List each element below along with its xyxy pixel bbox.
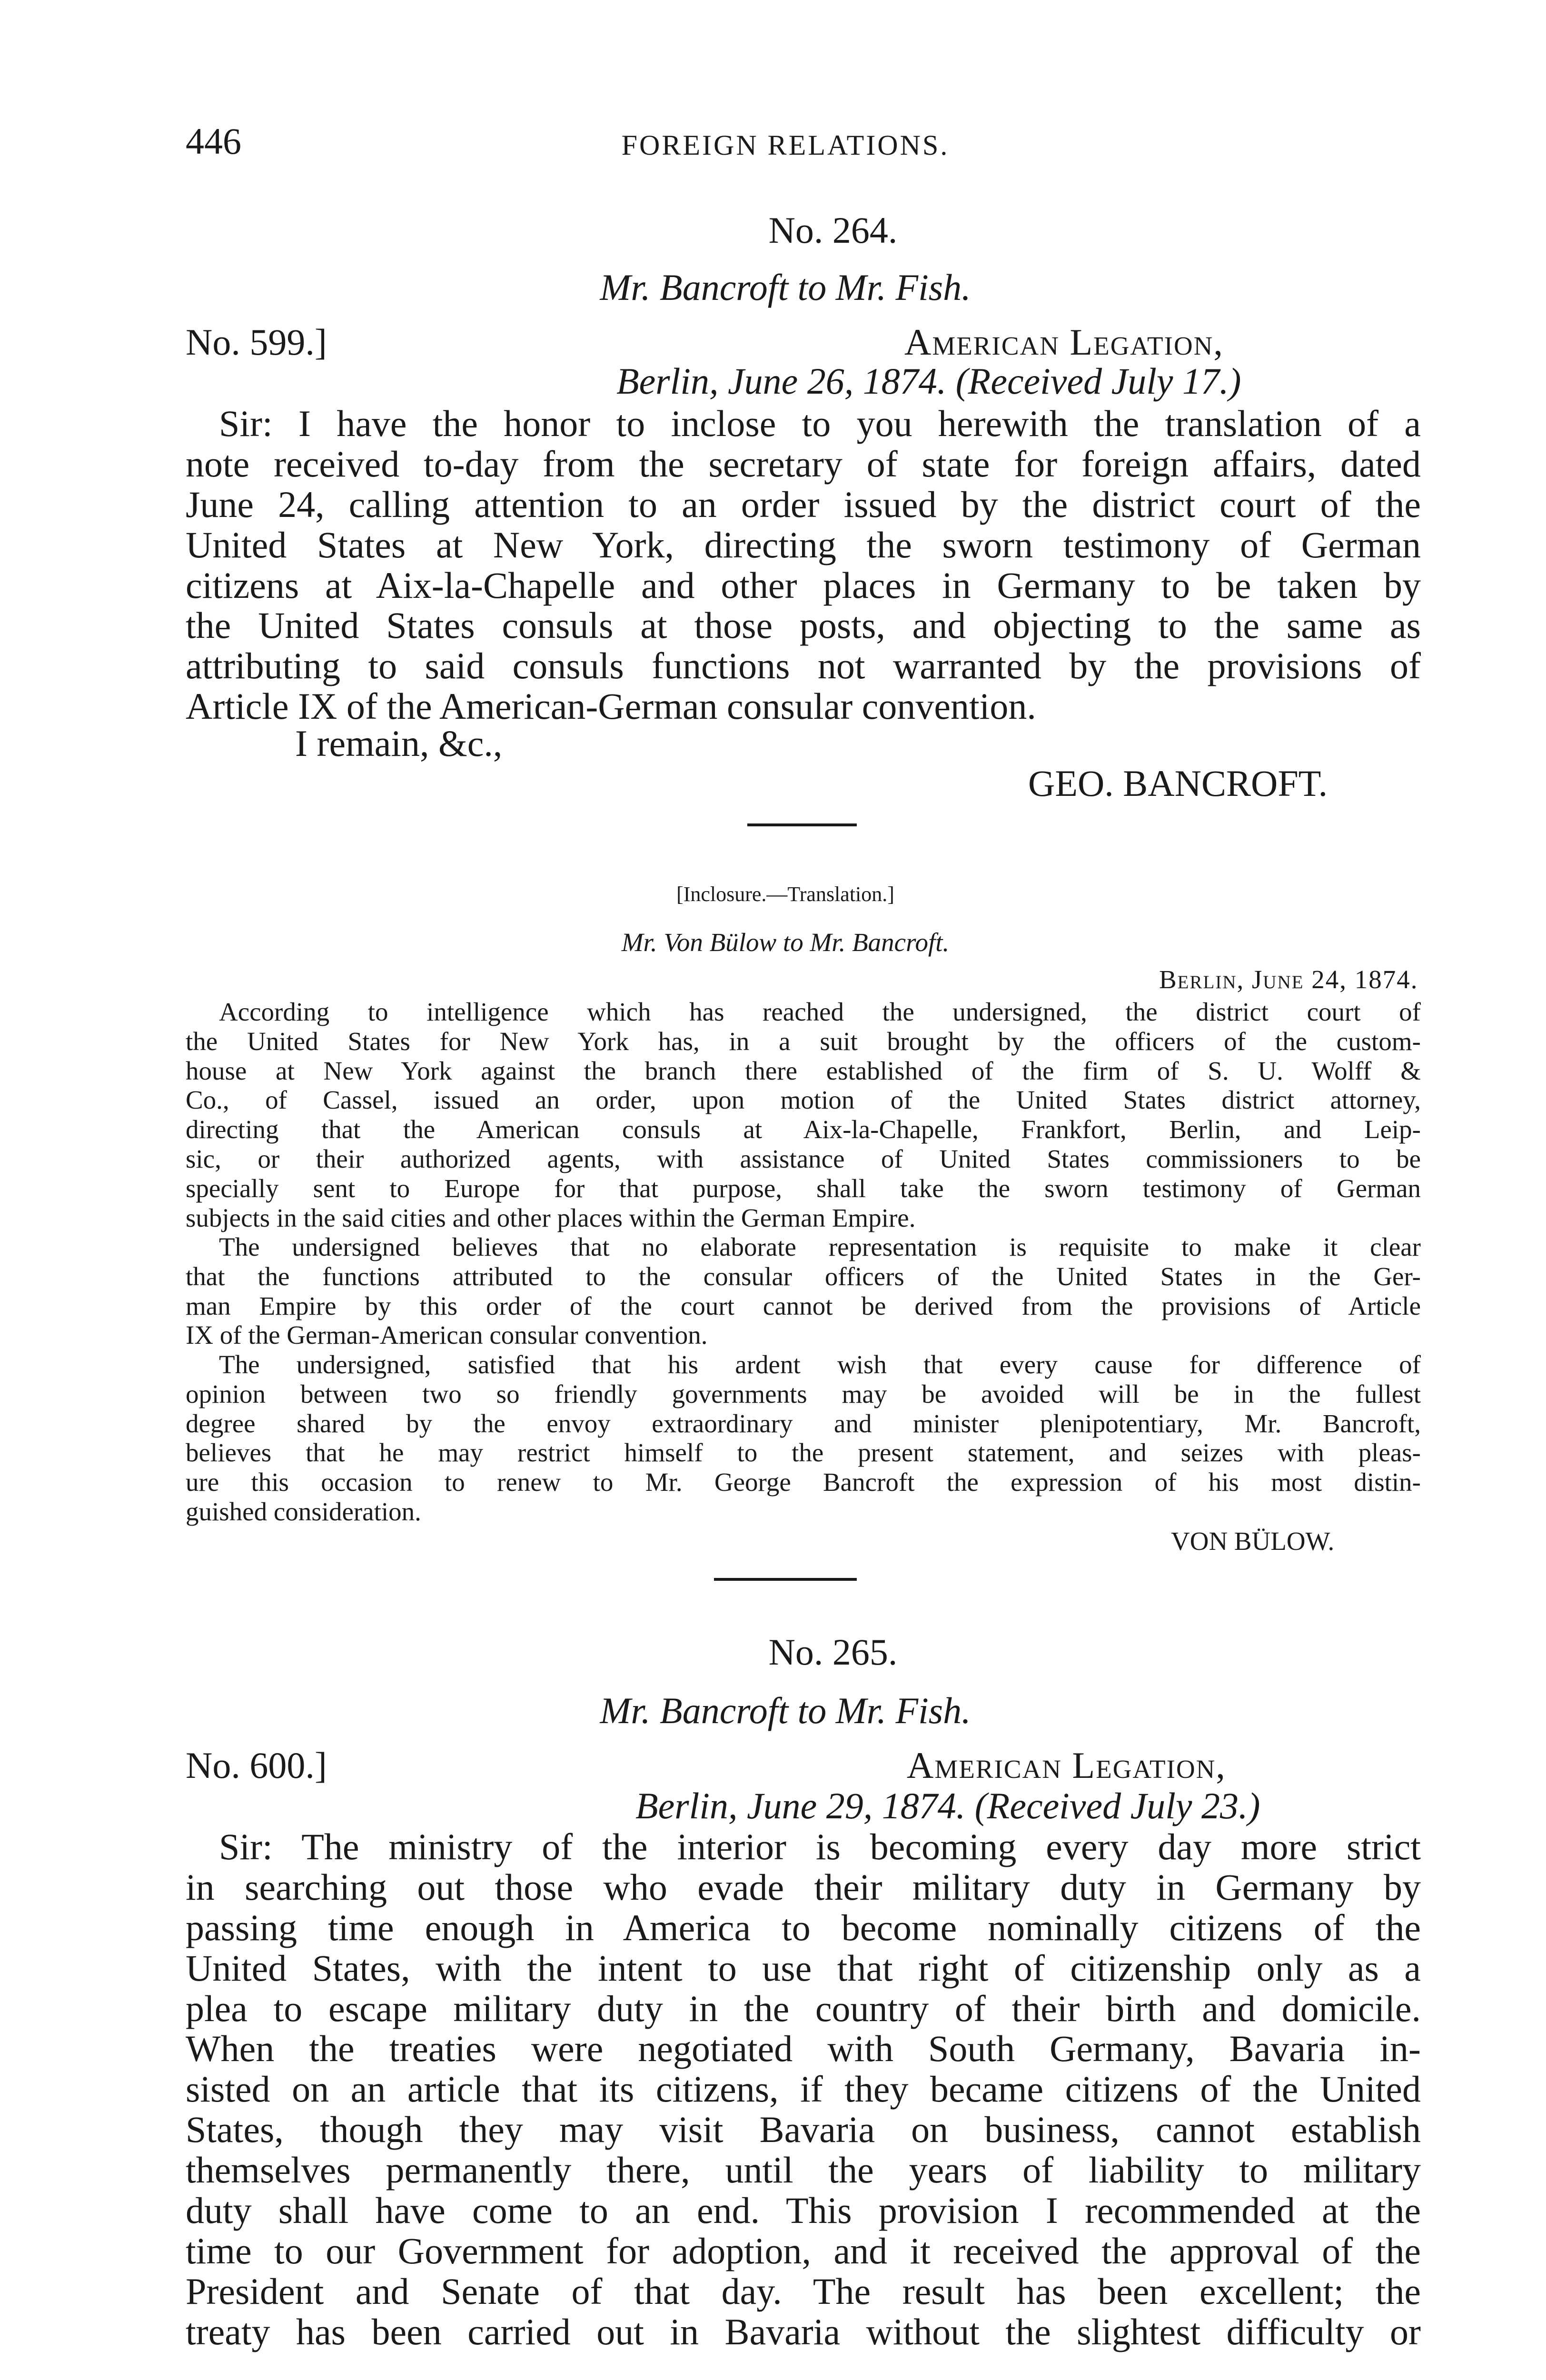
dateline-265: Berlin, June 29, 1874. (Received July 23.) [635, 1785, 1260, 1826]
paragraph-line: The undersigned, satisfied that his ardent wish that every cause for difference of [219, 1350, 1421, 1379]
body-line: Sir: The ministry of the interior is becoming every day more strict [219, 1826, 1421, 1867]
legation-heading-265: American Legation, [907, 1745, 1226, 1786]
paragraph-line: that the functions attributed to the consular officers of the United States in the Ger- [186, 1261, 1421, 1291]
inclosure-paragraph-2 [186, 1232, 1421, 1350]
paragraph-line: house at New York against the branch there established of the firm of S. U. Wolff & [186, 1056, 1421, 1085]
paragraph-line: IX of the German-American consular convention. [186, 1320, 708, 1350]
inclosure-label: [Inclosure.—Translation.] [676, 883, 894, 906]
body-line: the United States consuls at those posts, and objecting to the same as [186, 605, 1421, 646]
body-line: citizens at Aix-la-Chapelle and other places in Germany to be taken by [186, 564, 1421, 606]
body-line: Sir: I have the honor to inclose to you herewith the translation of a [219, 403, 1421, 444]
paragraph-line: specially sent to Europe for that purpose, shall take the sworn testimony of German [186, 1173, 1421, 1203]
paragraph-line: Co., of Cassel, issued an order, upon motion of the United States district attorney, [186, 1085, 1421, 1115]
paragraph-line: degree shared by the envoy extraordinary and minister plenipotentiary, Mr. Bancroft, [186, 1408, 1421, 1438]
section-divider [714, 1578, 857, 1581]
body-line: United States, with the intent to use that right of citizenship only as a [186, 1947, 1421, 1989]
paragraph-line: man Empire by this order of the court cannot be derived from the provisions of Article [186, 1291, 1421, 1320]
running-title: FOREIGN RELATIONS. [621, 129, 950, 161]
body-line: themselves permanently there, until the years of liability to military [186, 2149, 1421, 2191]
dateline-264: Berlin, June 26, 1874. (Received July 17.) [616, 360, 1241, 402]
paragraph-line: According to intelligence which has reached the undersigned, the district court of [219, 997, 1421, 1026]
inclosure-dateline: Berlin, June 24, 1874. [1159, 965, 1418, 994]
signature-bancroft-264: GEO. BANCROFT. [1028, 763, 1328, 804]
inclosure-paragraph-3 [186, 1350, 1421, 1527]
document-number-265: No. 265. [768, 1631, 898, 1673]
body-line: treaty has been carried out in Bavaria without the slightest difficulty or [186, 2311, 1421, 2352]
paragraph-line: believes that he may restrict himself to the present statement, and seizes with pleas- [186, 1438, 1421, 1468]
paragraph-line: subjects in the said cities and other places within the German Empire. [186, 1203, 916, 1232]
closing-264: I remain, &c., [295, 723, 503, 764]
body-line: sisted on an article that its citizens, if they became citizens of the United [186, 2068, 1421, 2110]
body-line: States, though they may visit Bavaria on business, cannot establish [186, 2109, 1421, 2151]
body-line: When the treaties were negotiated with South Germany, Bavaria in- [186, 2028, 1421, 2070]
body-line: passing time enough in America to become nominally citizens of the [186, 1906, 1421, 1948]
document-number-264: No. 264. [768, 209, 898, 251]
body-line: June 24, calling attention to an order issued by the district court of the [186, 483, 1421, 525]
document-title-264: Mr. Bancroft to Mr. Fish. [600, 267, 971, 308]
legation-heading-264: American Legation, [904, 321, 1224, 363]
paragraph-line: the United States for New York has, in a suit brought by the officers of the custom- [186, 1026, 1421, 1056]
paragraph-line: opinion between two so friendly governments may be avoided will be in the fullest [186, 1379, 1421, 1408]
letter-body-264 [186, 404, 1421, 727]
body-line: in searching out those who evade their military duty in Germany by [186, 1866, 1421, 1908]
body-line: time to our Government for adoption, and it received the approval of the [186, 2230, 1421, 2271]
inclosure-paragraph-1 [186, 997, 1421, 1232]
body-line: United States at New York, directing the sworn testimony of German [186, 524, 1421, 565]
section-divider [747, 823, 857, 826]
body-line: duty shall have come to an end. This provision I recommended at the [186, 2190, 1421, 2231]
paragraph-line: The undersigned believes that no elaborate representation is requisite to make it clear [219, 1232, 1421, 1261]
dispatch-number-600: No. 600.] [186, 1745, 327, 1786]
inclosure-title: Mr. Von Bülow to Mr. Bancroft. [621, 928, 950, 957]
letter-body-265 [186, 1827, 1421, 2352]
paragraph-line: sic, or their authorized agents, with assistance of United States commissioners to be [186, 1144, 1421, 1173]
document-title-265: Mr. Bancroft to Mr. Fish. [600, 1690, 971, 1731]
body-line: note received to-day from the secretary of state for foreign affairs, dated [186, 443, 1421, 485]
body-line: President and Senate of that day. The result has been excellent; the [186, 2270, 1421, 2312]
body-line: plea to escape military duty in the country of their birth and domicile. [186, 1987, 1421, 2029]
body-line: attributing to said consuls functions not warranted by the provisions of [186, 645, 1421, 687]
paragraph-line: directing that the American consuls at Aix-la-Chapelle, Frankfort, Berlin, and Leip- [186, 1115, 1421, 1144]
signature-von-bulow: VON BÜLOW. [1171, 1527, 1335, 1556]
paragraph-line: ure this occasion to renew to Mr. George Bancroft the expression of his most distin- [186, 1468, 1421, 1497]
body-line: Article IX of the American-German consular convention. [186, 685, 1036, 727]
paragraph-line: guished consideration. [186, 1497, 421, 1526]
dispatch-number-599: No. 599.] [186, 321, 327, 363]
page-number: 446 [186, 120, 241, 162]
